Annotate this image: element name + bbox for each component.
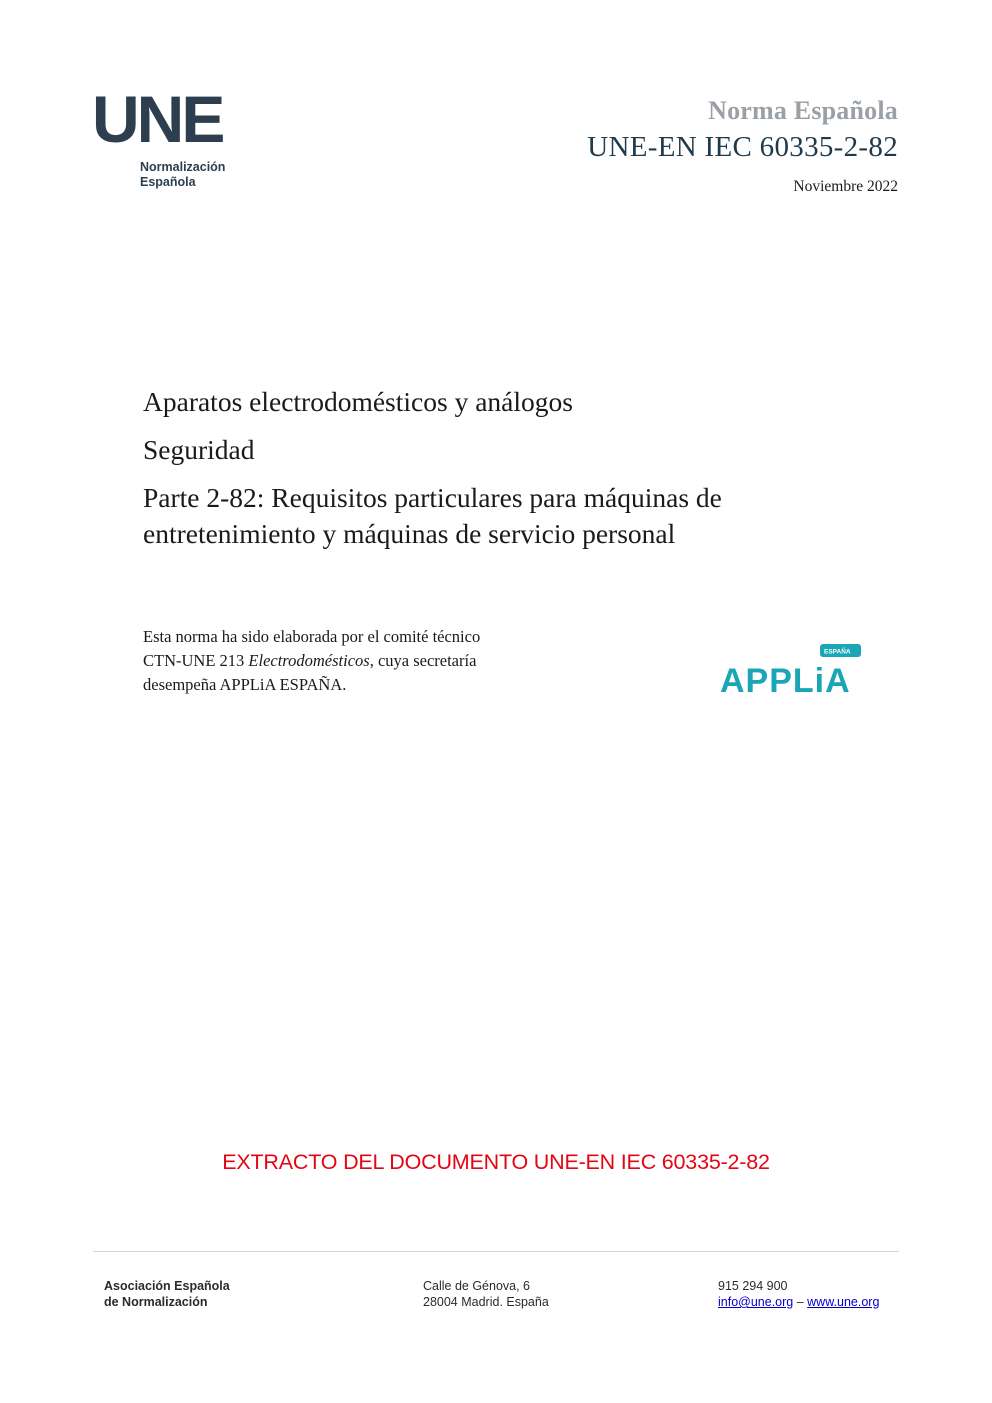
- footer-org-line: de Normalización: [104, 1295, 208, 1309]
- footer-org-line: Asociación Española: [104, 1279, 230, 1293]
- committee-text-line: Esta norma ha sido elaborada por el comité técnico: [143, 627, 481, 646]
- website-link[interactable]: www.une.org: [807, 1295, 880, 1309]
- committee-text-suffix: , cuya secretaría: [369, 651, 477, 670]
- applia-logo-icon: [720, 642, 865, 697]
- committee-text-line: [143, 649, 476, 673]
- document-title-line: Aparatos electrodomésticos y análogos: [143, 386, 573, 417]
- footer-address-line: Calle de Génova, 6: [423, 1279, 531, 1293]
- une-wordmark-icon: [92, 88, 232, 148]
- footer-organization: [104, 1278, 230, 1310]
- footer-contact: [718, 1278, 879, 1310]
- svg-text:ESPAÑA: ESPAÑA: [824, 648, 851, 656]
- committee-text-line: desempeña APPLiA ESPAÑA.: [143, 675, 347, 694]
- committee-code: CTN-UNE 213: [143, 651, 249, 670]
- applia-logo: [720, 642, 865, 697]
- document-title-line: Parte 2-82: Requisitos particulares para máquinas de: [143, 482, 722, 513]
- une-logo-subtitle-line2: Española: [140, 175, 196, 189]
- footer-address: [423, 1278, 549, 1310]
- committee-name: Electrodomésticos: [248, 651, 370, 670]
- une-logo-subtitle: [140, 160, 225, 190]
- norma-code: UNE-EN IEC 60335-2-82: [587, 131, 898, 163]
- svg-text:APPLiA: APPLiA: [720, 662, 851, 697]
- document-title-line: entretenimiento y máquinas de servicio personal: [143, 518, 676, 549]
- norma-date: Noviembre 2022: [793, 178, 898, 195]
- norma-label: Norma Española: [708, 96, 898, 125]
- document-title-line: Seguridad: [143, 434, 255, 465]
- footer-phone: 915 294 900: [718, 1279, 788, 1293]
- une-logo-subtitle-line1: Normalización: [140, 160, 226, 174]
- footer-links: [718, 1294, 879, 1310]
- footer-divider: [93, 1251, 899, 1252]
- svg-text:UNE: UNE: [92, 88, 223, 148]
- footer-address-line: 28004 Madrid. España: [423, 1295, 549, 1309]
- email-link[interactable]: info@une.org: [718, 1295, 794, 1309]
- extract-banner: EXTRACTO DEL DOCUMENTO UNE-EN IEC 60335-2-82: [222, 1150, 770, 1174]
- une-logo: [92, 88, 242, 198]
- footer-link-separator: –: [793, 1295, 808, 1309]
